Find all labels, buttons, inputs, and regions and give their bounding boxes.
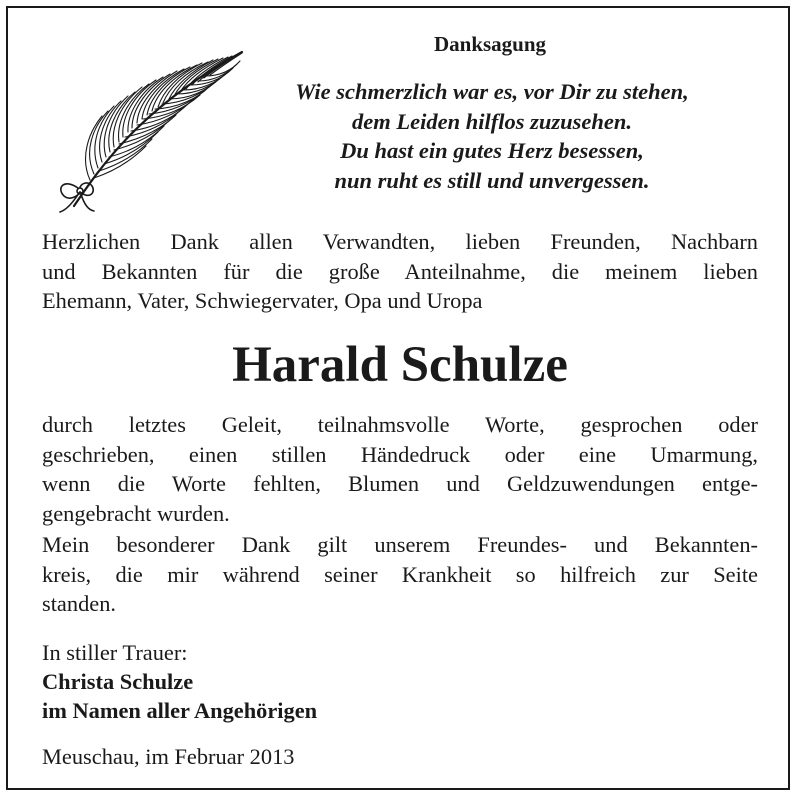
body-paragraph <box>42 410 758 528</box>
poem-line: Du hast ein gutes Herz besessen, <box>340 138 644 163</box>
text-line: und Bekannten für die große Anteilnahme, die meinem lieben <box>42 258 758 284</box>
deceased-name: Harald Schulze <box>232 337 568 393</box>
text-line: Mein besonderer Dank gilt unserem Freundes- und Bekannten- <box>42 532 758 557</box>
text-line: Herzlichen Dank allen Verwandten, lieben Freunden, Nachbarn <box>42 229 758 254</box>
poem-line: nun ruht es still und unvergessen. <box>334 167 650 193</box>
text-line: wenn die Worte fehlten, Blumen und Geldzuwendungen entge- <box>42 471 758 496</box>
signature-intro: In stiller Trauer: <box>42 640 188 665</box>
text-line: gengebracht wurden. <box>42 500 230 526</box>
intro-paragraph <box>42 227 758 316</box>
text-line: Ehemann, Vater, Schwiegervater, Opa und Uropa <box>42 288 483 313</box>
poem-line: Wie schmerzlich war es, vor Dir zu stehen, <box>295 79 689 104</box>
signature-block <box>42 638 317 725</box>
poem <box>232 77 752 195</box>
signature-family: im Namen aller Angehörigen <box>42 698 318 723</box>
thanks-paragraph <box>42 530 758 619</box>
text-line: kreis, die mir während seiner Krankheit so hilfreich zur Seite <box>42 561 758 587</box>
text-line: geschrieben, einen stillen Händedruck oder eine Umarmung, <box>42 441 758 467</box>
poem-line: dem Leiden hilflos zuzusehen. <box>351 108 633 134</box>
text-line: durch letztes Geleit, teilnahmsvolle Worte, gesprochen oder <box>42 412 758 437</box>
signature-name: Christa Schulze <box>42 669 194 694</box>
heading: Danksagung <box>433 32 547 56</box>
text-line: standen. <box>42 591 116 616</box>
feather-with-ribbon-icon <box>50 38 250 213</box>
place-date: Meuschau, im Februar 2013 <box>42 744 295 769</box>
